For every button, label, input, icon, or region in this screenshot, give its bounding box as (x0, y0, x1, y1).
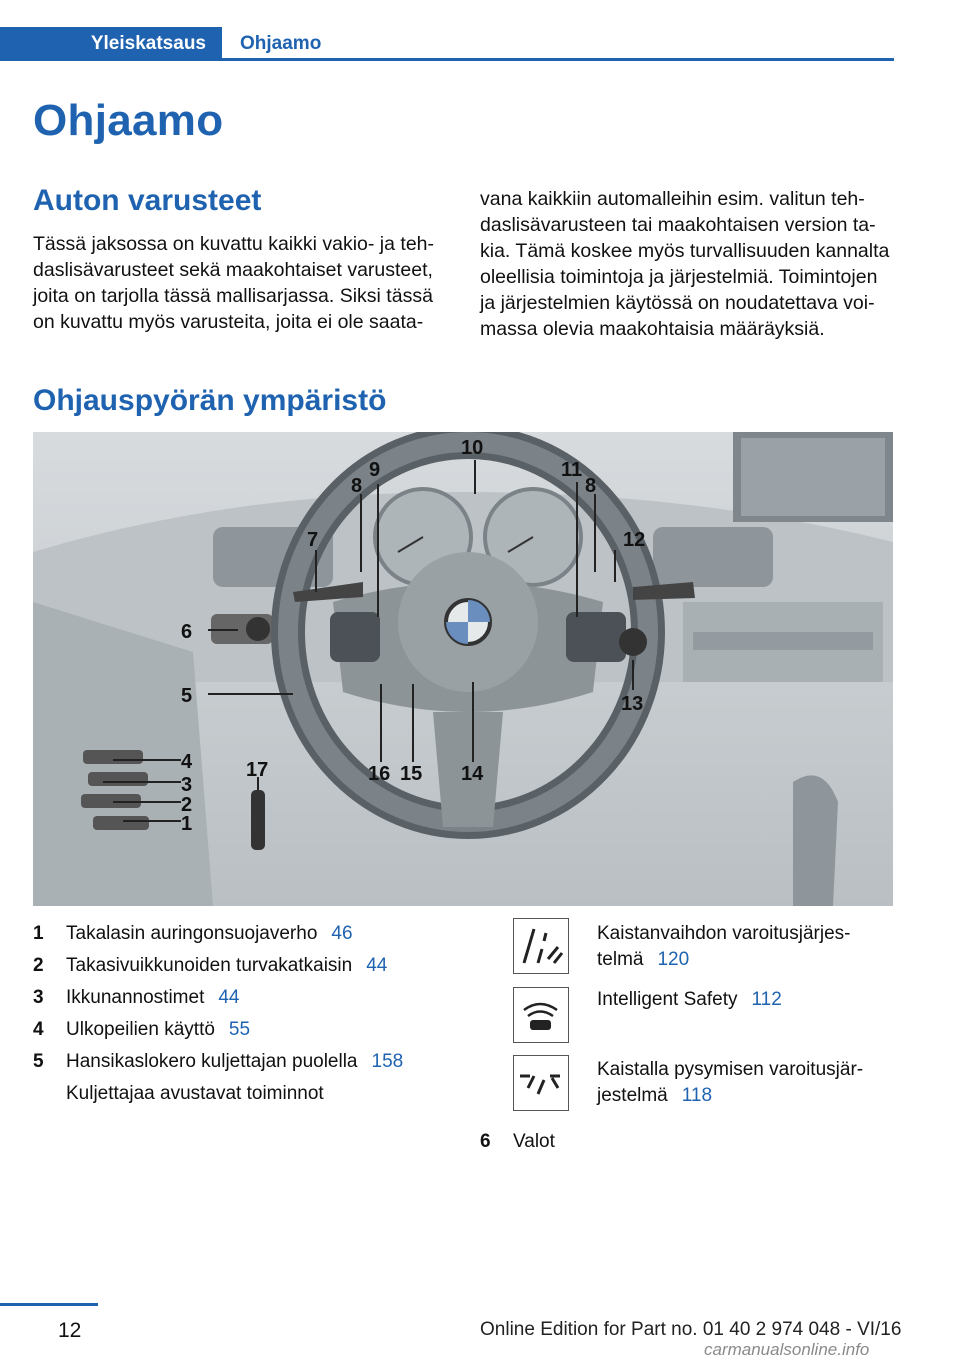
callout-6: 6 (181, 621, 193, 643)
callout-8: 8 (351, 475, 363, 497)
page-title: Ohjaamo (33, 96, 224, 145)
legend-item (33, 982, 463, 1014)
legend-number: 5 (33, 1051, 44, 1072)
edition-note: Online Edition for Part no. 01 40 2 974 048 - VI/16 (480, 1319, 902, 1340)
callout-10: 10 (461, 437, 484, 459)
page-link[interactable]: 46 (331, 923, 353, 944)
steering-wheel-drawing (33, 432, 893, 906)
legend-label-valot: Valot (513, 1131, 555, 1152)
page-link[interactable]: 118 (681, 1085, 713, 1106)
legend-label: Takalasin auringonsuojaverho (66, 923, 318, 944)
legend-label: Ulkopeilien käyttö (66, 1019, 215, 1040)
lane-departure-warning-icon (513, 1055, 569, 1111)
legend-item (33, 950, 463, 982)
page-link[interactable]: 120 (657, 949, 690, 970)
callout-4: 4 (181, 751, 193, 773)
legend-number-6: 6 (480, 1131, 491, 1152)
icon-item-label: Intelligent Safety (597, 989, 738, 1010)
section-heading-auton-varusteet: Auton varusteet (33, 184, 262, 217)
callout-14: 14 (461, 763, 484, 785)
page-link[interactable]: 112 (751, 989, 782, 1010)
legend-item (33, 1014, 463, 1046)
legend-list (33, 918, 463, 1104)
icon-item-label: Kaistalla pysymisen varoitusjärjestelmä (597, 1059, 864, 1106)
section-heading-ohjauspyoran-ymparisto: Ohjauspyörän ympäristö (33, 384, 387, 417)
legend-label: Ikkunannostimet (66, 987, 205, 1008)
callout-9: 9 (369, 459, 381, 481)
callout-17: 17 (246, 759, 269, 781)
watermark: carmanualsonline.info (704, 1340, 870, 1359)
legend-number: 2 (33, 955, 44, 976)
page-link[interactable]: 44 (366, 955, 388, 976)
callout-5: 5 (181, 685, 193, 707)
intro-paragraph-right: vana kaikkiin automalleihin esim. valitun tehdaslisävarusteen tai maakohtaisen version takia. Tämä koskee myös turvallisuuden kannalta oleellisia toimintoja ja järjestelmiä. Toimintojen ja järjestelmien käytössä on noudatettava voimassa olevia maakohtaisia määräyksiä. (480, 188, 890, 340)
icon-item-text (597, 987, 897, 1013)
page-link[interactable]: 55 (228, 1019, 251, 1040)
tab-yleiskatsaus[interactable]: Yleiskatsaus (0, 27, 222, 61)
icon-item-text (597, 921, 897, 973)
callout-1: 1 (181, 813, 193, 835)
callout-12: 12 (623, 529, 646, 551)
legend-label: Takasivuikkunoiden turvakatkaisin (66, 955, 353, 976)
page-number: 12 (58, 1319, 82, 1342)
page-link[interactable]: 44 (218, 987, 240, 1008)
legend-item (33, 1046, 463, 1078)
callout-11: 11 (561, 459, 583, 481)
callout-13: 13 (621, 693, 644, 715)
footer-rule (0, 1303, 98, 1306)
callout-8b: 8 (585, 475, 597, 497)
legend-item (33, 918, 463, 950)
cockpit-illustration (33, 432, 893, 906)
legend-number: 1 (33, 923, 44, 944)
legend-number: 4 (33, 1019, 44, 1040)
top-tab-bar (0, 27, 894, 61)
lane-change-warning-icon (513, 918, 569, 974)
tab-ohjaamo[interactable]: Ohjaamo (240, 33, 322, 54)
intelligent-safety-icon (513, 987, 569, 1043)
legend-label: Hansikaslokero kuljettajan puolella (66, 1051, 358, 1072)
icon-item-text (597, 1057, 897, 1109)
icon-item-label: Kaistanvaihdon varoitusjärjestelmä (597, 923, 851, 970)
driver-assist-label: Kuljettajaa avustavat toiminnot (66, 1083, 324, 1104)
intro-paragraph-left: Tässä jaksossa on kuvattu kaikki vakio- ja tehdaslisävarusteet sekä maakohtaiset varusteet, joita on tarjolla tässä mallisarjassa. Siksi tässä on kuvattu myös varusteita, joita ei ole saata- (33, 233, 435, 333)
legend-number: 3 (33, 987, 44, 1008)
callout-7: 7 (307, 529, 319, 551)
callout-15: 15 (400, 763, 423, 785)
page-link[interactable]: 158 (371, 1051, 404, 1072)
callout-2: 2 (181, 794, 193, 816)
callout-3: 3 (181, 774, 193, 796)
callout-16: 16 (368, 763, 391, 785)
